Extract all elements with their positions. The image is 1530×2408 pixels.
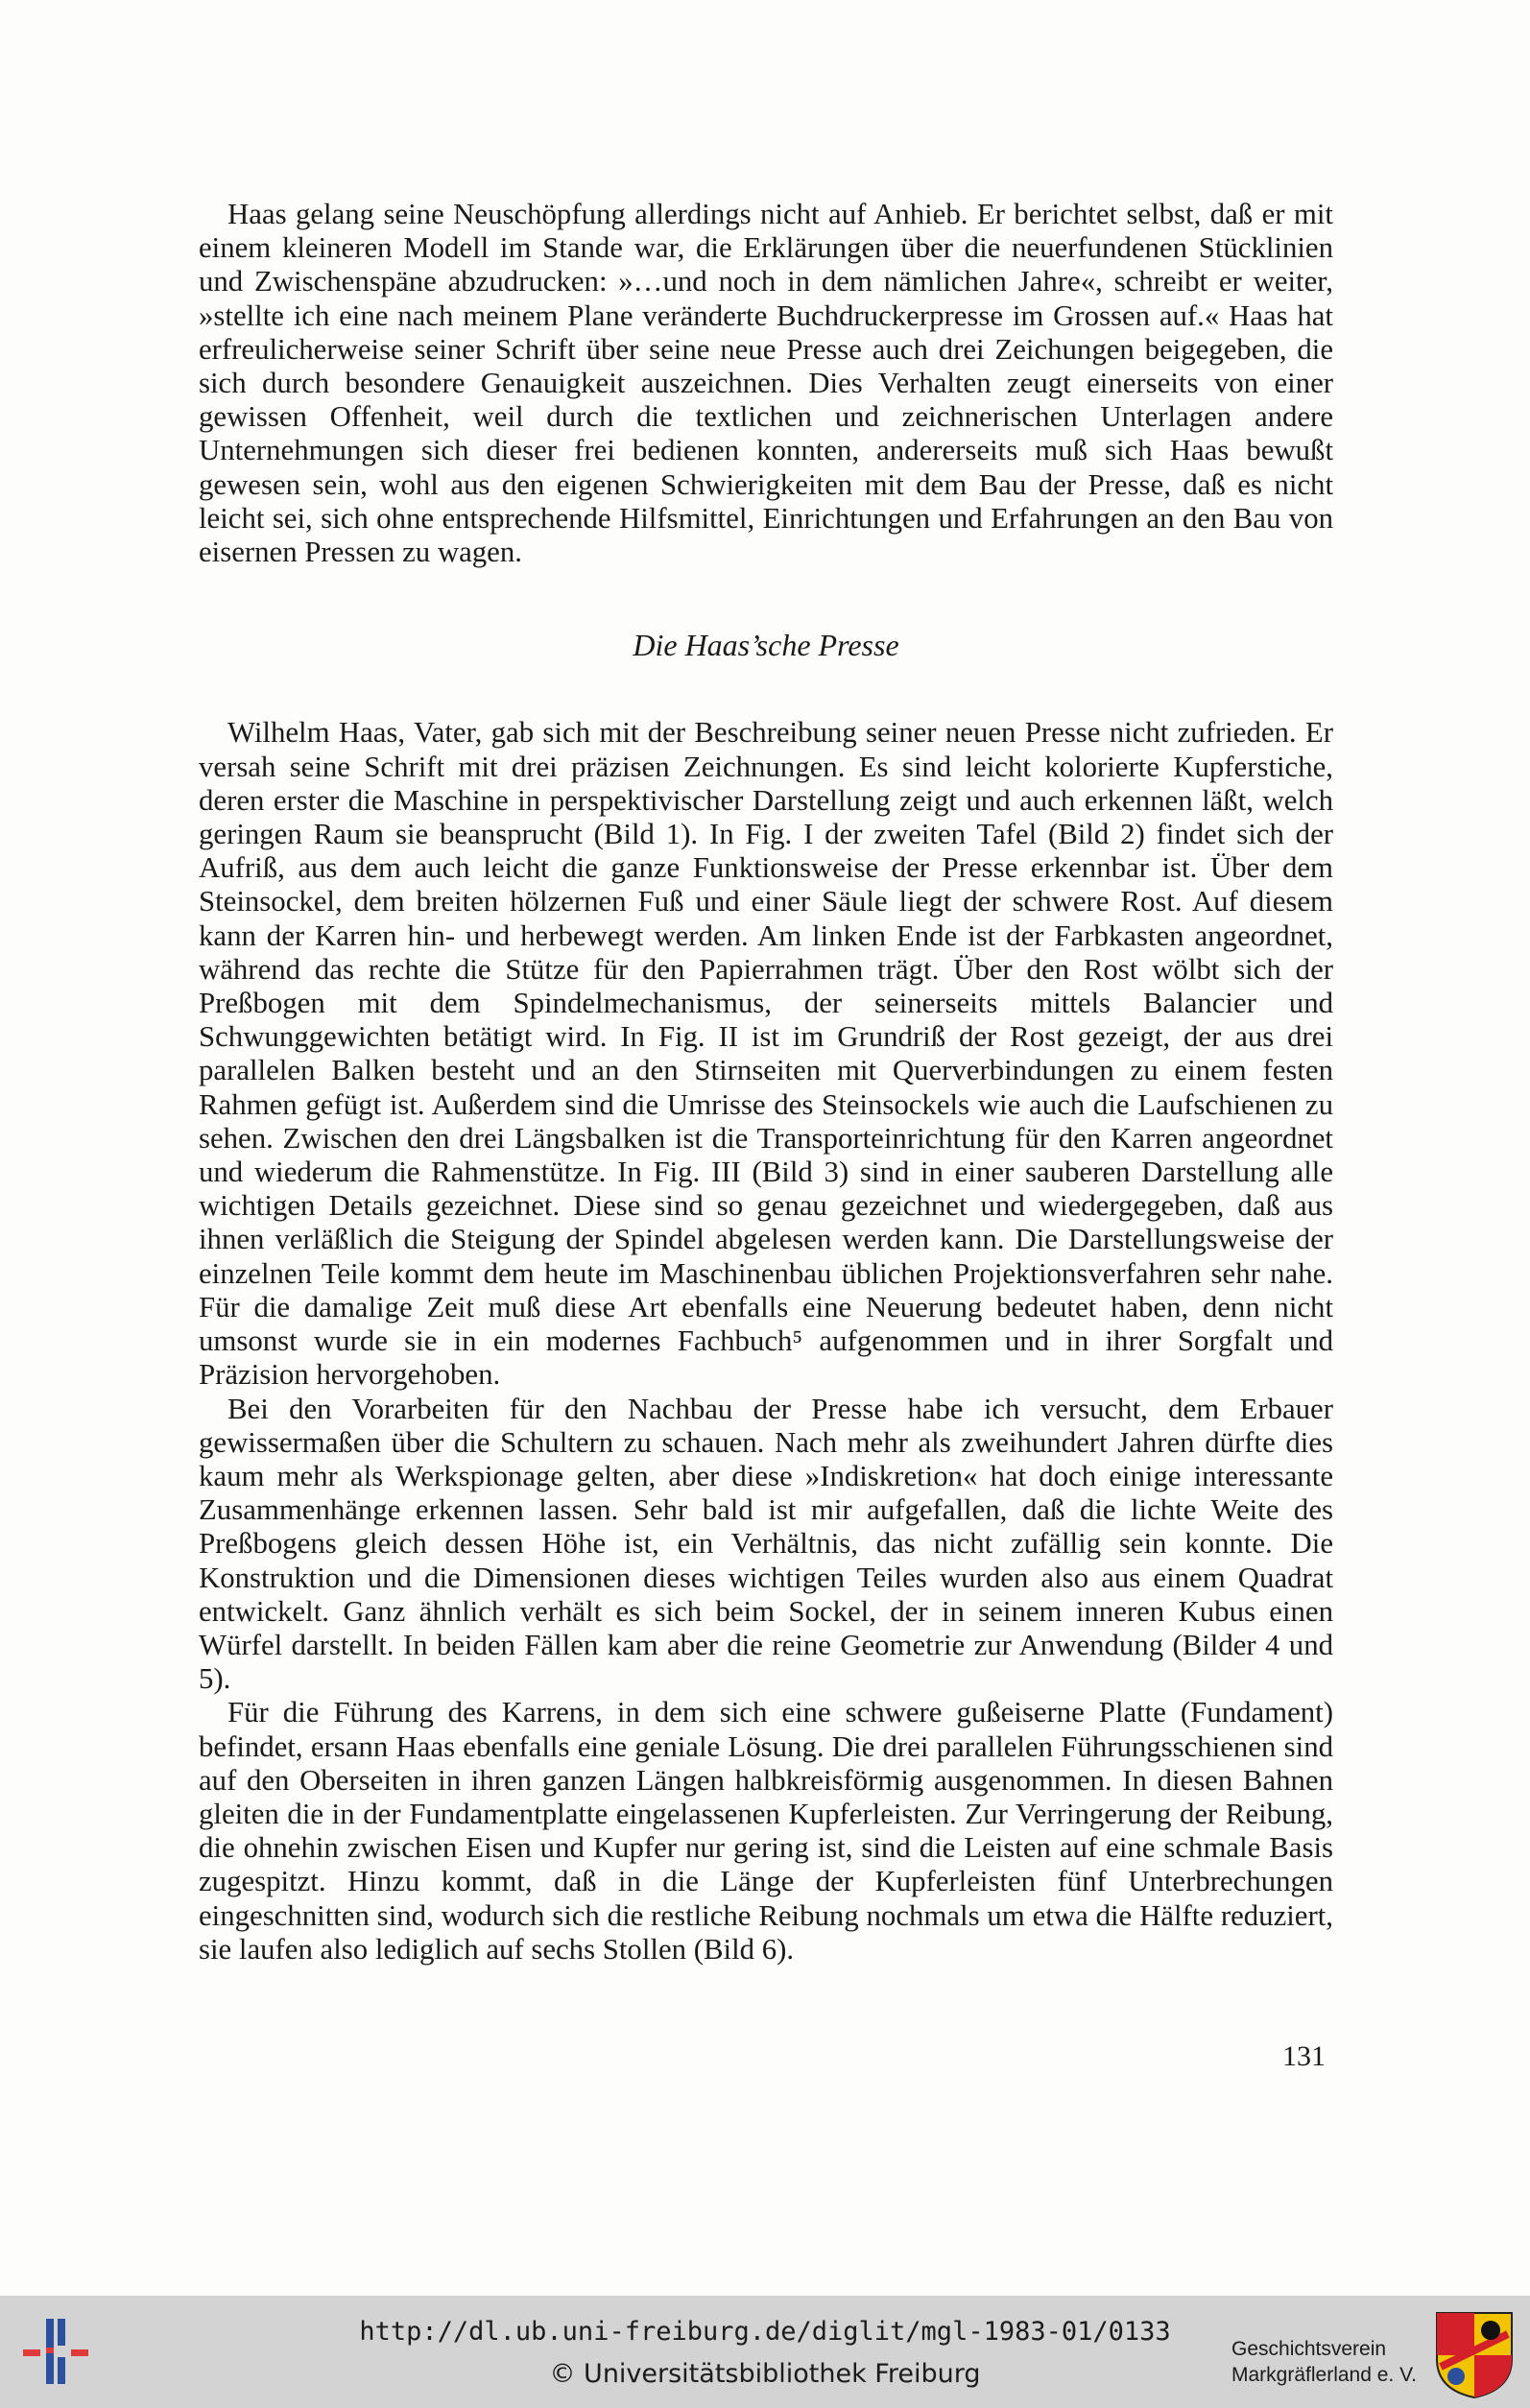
footer-bar bbox=[0, 2296, 1530, 2408]
coat-of-arms-icon bbox=[1433, 2309, 1516, 2399]
page-number: 131 bbox=[1282, 2040, 1326, 2072]
paragraph: Bei den Vorarbeiten für den Nachbau der Presse habe ich versucht, dem Erbauer gewissermaßen über die Schultern zu schauen. Nach mehr als zweihundert Jahren dürfte dies kaum mehr als Werkspionage gelten, aber diese »Indiskretion« hat doch einige interessante Zusammenhänge erkennen lassen. Sehr bald ist mir aufgefallen, daß die lichte Weite des Preßbogens gleich dessen Höhe ist, ein Verhältnis, das nicht zufällig sein konnte. Die Konstruktion und die Dimensionen dieses wichtigen Teiles wurden also aus einem Quadrat entwickelt. Ganz ähnlich verhält es sich beim Sockel, der in seinem inneren Kubus einen Würfel darstellt. In beiden Fällen kam aber die reine Geometrie zur Anwendung (Bilder 4 und 5). bbox=[199, 1392, 1333, 1696]
paragraph: Haas gelang seine Neuschöpfung allerdings nicht auf Anhieb. Er berichtet selbst, daß er mit einem kleineren Modell im Stande war, die Erklärungen über die neuerfundenen Stücklinien und Zwischenspäne abzudrucken: »…und noch in dem nämlichen Jahre«, schreibt er weiter, »stellte ich eine nach meinem Plane veränderte Buchdruckerpresse im Grossen auf.« Haas hat erfreulicherweise seiner Schrift über seine neue Presse auch drei Zeichungen beigegeben, die sich durch besondere Genauigkeit auszeichnen. Dies Verhalten zeugt einerseits von einer gewissen Offenheit, weil durch die textlichen und zeichnerischen Unterlagen andere Unternehmungen sich dieser frei bedienen konnten, andererseits muß sich Haas bewußt gewesen sein, wohl aus den eigenen Schwierigkeiten mit dem Bau der Presse, daß es nicht leicht sei, sich ohne entsprechende Hilfsmittel, Einrichtungen und Erfahrungen an den Bau von eisernen Pressen zu wagen. bbox=[199, 198, 1333, 569]
document-url-link[interactable]: http://dl.ub.uni-freiburg.de/diglit/mgl-1983-01/0133 bbox=[359, 2317, 1171, 2347]
body-text bbox=[199, 198, 1333, 1967]
copyright-text: © Universitätsbibliothek Freiburg bbox=[549, 2359, 981, 2389]
organization-name bbox=[1231, 2336, 1417, 2388]
paragraph: Wilhelm Haas, Vater, gab sich mit der Beschreibung seiner neuen Presse nicht zufrieden. Er versah seine Schrift mit drei präzisen Zeichnungen. Es sind leicht kolorierte Kupferstiche, deren erster die Maschine in perspektivischer Darstellung zeigt und auch erkennen läßt, welch geringen Raum sie beansprucht (Bild 1). In Fig. I der zweiten Tafel (Bild 2) findet sich der Aufriß, aus dem auch leicht die ganze Funktionsweise der Presse erkennbar ist. Über dem Steinsockel, dem breiten hölzernen Fuß und einer Säule liegt der schwere Rost. Auf diesem kann der Karren hin- und herbewegt werden. Am linken Ende ist der Farbkasten angeordnet, während das rechte die Stütze für den Papierrahmen trägt. Über den Rost wölbt sich der Preßbogen mit dem Spindelmechanismus, der seinerseits mittels Balancier und Schwunggewichten betätigt wird. In Fig. II ist im Grundriß der Rost gezeigt, der aus drei parallelen Balken besteht und an den Stirnseiten mit Querverbindungen zu einem festen Rahmen gefügt ist. Außerdem sind die Umrisse des Steinsockels wie auch die Laufschienen zu sehen. Zwischen den drei Längsbalken ist die Transporteinrichtung für den Karren angeordnet und wiederum die Rahmenstütze. In Fig. III (Bild 3) sind in einer sauberen Darstellung alle wichtigen Details gezeichnet. Diese sind so genau gezeichnet und wiedergegeben, daß aus ihnen verläßlich die Steigung der Spindel abgelesen werden kann. Die Darstellungsweise der einzelnen Teile kommt dem heute im Maschinenbau üblichen Projektionsverfahren sehr nahe. Für die damalige Zeit muß diese Art ebenfalls eine Neuerung bedeutet haben, denn nicht umsonst wurde sie in ein modernes Fachbuch⁵ aufgenommen und in ihrer Sorgfalt und Präzision hervorgehoben. bbox=[199, 716, 1333, 1392]
section-heading: Die Haas’sche Presse bbox=[633, 628, 899, 663]
org-line-1: Geschichtsverein bbox=[1231, 2338, 1387, 2360]
org-line-2: Markgräflerland e. V. bbox=[1231, 2364, 1417, 2386]
paragraph: Für die Führung des Karrens, in dem sich eine schwere gußeiserne Platte (Fundament) befindet, ersann Haas ebenfalls eine geniale Lösung. Die drei parallelen Führungsschienen sind auf den Oberseiten in ihren ganzen Längen halbkreisförmig ausgenommen. In diesen Bahnen gleiten die in der Fundamentplatte eingelassenen Kupferleisten. Zur Verringerung der Reibung, die ohnehin zwischen Eisen und Kupfer nur gering ist, sind die Leisten auf eine schmale Basis zugespitzt. Hinzu kommt, daß in die Länge der Kupferleisten fünf Unterbrechungen eingeschnitten sind, wodurch sich die restliche Reibung nochmals um etwa die Hälfte reduziert, sie laufen also lediglich auf sechs Stollen (Bild 6). bbox=[199, 1696, 1333, 1966]
